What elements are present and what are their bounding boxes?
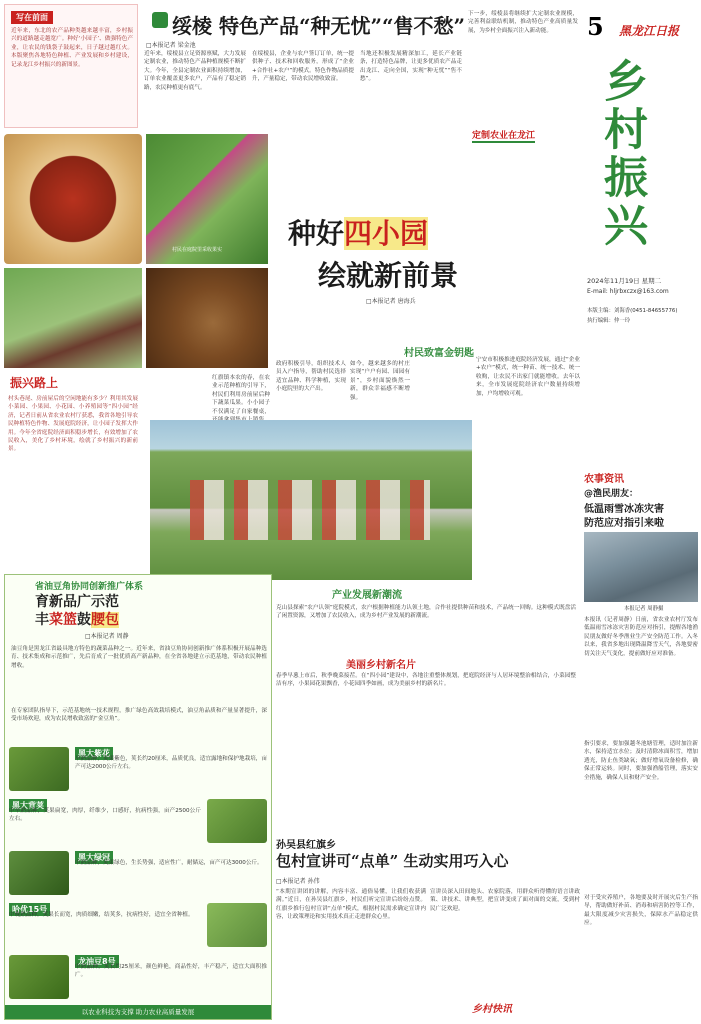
- lead-tag: 振兴路上: [10, 376, 59, 390]
- suiling-tag: 定制农业在龙江: [472, 128, 535, 143]
- editor-credit: 本版主编：刘海香(0451-84655776): [587, 308, 678, 314]
- sunwu-text-2: 宣讲员深入田间地头、农家院落，用群众听得懂的语言讲政策、讲技术、讲典型，把宣讲变成了面对面的交流，受到村民广泛欢迎。: [430, 889, 580, 912]
- variety-photo: [207, 903, 267, 947]
- sunwu-byline: □本报记者 孙伟: [276, 878, 320, 885]
- suiling-byline: □本报记者 梁金池: [146, 42, 196, 49]
- article-suiling: [142, 4, 580, 154]
- fish-photo-caption: 本报记者 周静摄: [624, 606, 664, 612]
- variety-photo: [207, 799, 267, 843]
- variety-name: 黑大紫花: [75, 747, 113, 760]
- feature-byline: □本报记者 唐海兵: [366, 298, 416, 305]
- suiling-col1: 近年来，绥棱县立足资源禀赋，大力发展定制农业，推动特色产品种植规模不断扩大。今年，全县定制农业面积持续增加，订单农业覆盖更多农户，产品有了稳定销路，农民种植更有底气。: [144, 51, 246, 91]
- sunwu-title-big: 包村宣讲可“点单” 生动实用巧入心: [276, 852, 509, 870]
- feature-subtitle-1: 村民致富金钥匙: [404, 348, 474, 359]
- variety-desc: 中熟品种，荚果绿色，生长势强，适应性广，耐储运，亩产可达3000公斤。: [75, 860, 263, 866]
- bean-title-3-mid: 鼓: [77, 612, 91, 628]
- masthead: [583, 0, 701, 470]
- feature-title: [288, 212, 428, 252]
- sidebar-text: 本报讯（记者周静）日前，省农业农村厅发布低温雨雪冰冻灾害防范应对指引，提醒各地渔民朋友做好冬季渔业生产安全防范工作。入冬以来，我省多地出现降温降雪天气，各地要密切关注天气变化，提前做好应对准备。: [584, 617, 698, 657]
- suiling-col4: 下一步，绥棱县将继续扩大定制农业规模，完善利益联结机制，推动特色产业高质量发展，为乡村全面振兴注入新动能。: [468, 11, 578, 34]
- sidebar-text-2: 指引要求，要加强越冬池塘管理，适时加注新水，保持适宜水位；及时清除冰面积雪，增加透光，防止鱼类缺氧；做好增氧设备检修，确保正常运转。同时，要加强渔船管理，落实安全措施，确保人员和财产安全。: [584, 741, 698, 781]
- bean-text-2: 在专家团队指导下，示范基地统一技术规程，推广绿色高效栽培模式，油豆角品质和产量显著提升，深受市场欢迎，成为农民增收致富的“金豆角”。: [11, 708, 267, 723]
- collage-photo-villager: [4, 268, 142, 368]
- feature-sub1-text: 宁安市积极推进庭院经济发展，通过“企业+农户”模式，统一种苗、统一技术、统一收购，让农民不出家门就能增收。去年以来，全市发展庭院经济农户数量持续增加，户均增收可观。: [476, 357, 580, 397]
- variety-photo: [9, 955, 69, 999]
- suiling-icon: [152, 12, 168, 28]
- variety-list: [9, 741, 269, 1001]
- feature-title-pre: 种好: [288, 217, 345, 250]
- variety-name: 龙油豆8号: [75, 955, 119, 968]
- variety-item: [9, 949, 269, 1001]
- variety-item: [9, 741, 269, 793]
- intro-label: 写在前面: [11, 11, 53, 24]
- feature-sub2-text-a: 克山县探索“农户认领”庭院模式，农户根据种植能力认领土地，合作社提供种苗和技术，产品统一回购。这种模式既盘活了闲置资源，又增加了农民收入，成为乡村产业发展的新潮流。: [276, 605, 576, 620]
- bean-title-3-hl: 菜篮: [49, 612, 77, 628]
- variety-name: 黑大绿冠: [75, 851, 113, 864]
- bean-footer-slogan: 以农业科技为支撑 助力农业高质量发展: [5, 1005, 271, 1019]
- sidebar-title-pre: @渔民朋友：: [584, 489, 639, 499]
- feature-body-col3: 如今，越来越多的村庄实现“户户有园、园园有景”，乡村面貌焕然一新，群众幸福感不断增强。: [350, 361, 410, 401]
- variety-desc: 中晚熟品种，荚果长而宽，肉质细嫩，结荚多，抗病性好，适宜全省种植。: [9, 912, 194, 918]
- collage-photo-beans: [146, 268, 268, 368]
- suiling-col3: 当地还积极发展精深加工，延长产业链条，打造特色品牌，让更多优质农产品走出龙江、走向全国，实现“种无忧”“售不愁”。: [360, 51, 462, 83]
- article-sunwu: [276, 836, 580, 1020]
- lead-text: 村头巷尾、房前屋后的空闲地能有多少？利用其发展小菜园、小果园、小花园、小养殖园等“四小园”经济，记者日前从省农业农村厅获悉，我省各地引导农民种植特色作物、发展庭院经济，让小园子发挥大作用。今年全省庭院经济面积稳步增长，有效增加了农民收入，美化了乡村环境，绘就了乡村振兴的新前景。: [8, 396, 138, 453]
- fish-photo: [584, 532, 698, 602]
- suiling-title: 绥棱 特色产品“种无忧”“售不愁”: [172, 14, 465, 38]
- bean-title-3: [35, 609, 119, 629]
- section-title: 乡村振兴: [596, 58, 647, 250]
- village-houses: [190, 480, 430, 540]
- variety-desc: 中早熟品种，荚果扁宽，肉厚，纤维少，口感好，抗病性强，亩产2500公斤左右。: [9, 808, 201, 823]
- sunwu-text: “本期宣讲团的讲解，内容丰富、通俗易懂，让我们收获满满。”近日，在孙吴县红旗乡，村民们听完宣讲后纷纷点赞。红旗乡推行包村宣讲“点单”模式，根据村民需求确定宣讲内容，让政策理论和实用技术真正走进群众心里。: [276, 889, 426, 921]
- bean-title-3-pre: 丰: [35, 612, 49, 628]
- bean-title-2: 育新品广示范: [35, 594, 119, 610]
- variety-name: 黑大背荚: [9, 799, 47, 812]
- collage-photo-flowers: [146, 134, 268, 264]
- feature-subtitle-3: 美丽乡村新名片: [346, 660, 416, 671]
- sidebar-title-l2: 防范应对指引来啦: [584, 518, 664, 529]
- variety-item: [9, 793, 269, 845]
- intro-text: 近年来，东北的农产品种类越来越丰富，乡村振兴的道路越走越宽广。种好‘小园子’、做强特色产业，让农民的钱袋子鼓起来，日子越过越红火。本版聚焦各地特色种植、产业发展和乡村建设，记录龙江乡村振兴的新图景。: [11, 28, 133, 68]
- paper-name: 黑龙江日报: [619, 24, 680, 38]
- sunwu-title-small: 孙吴县红旗乡: [276, 840, 336, 851]
- collage-photo-seeds: [4, 134, 142, 264]
- feature-body-col1: 红旗镇本农的春，在农业示范种植的引导下，村民们利用房前屋后种下蔬菜瓜果。小小园子不仅满足了自家餐桌，: [212, 375, 270, 415]
- email: E-mail: hljrbxczx@163.com: [587, 288, 669, 295]
- sidebar-agri: [584, 470, 698, 1020]
- photo-caption-flowers: 村民在庭院里采收果实: [172, 247, 223, 253]
- sidebar-tag: 农事资讯: [584, 474, 624, 485]
- feature-title-highlight: 四小园: [344, 217, 429, 250]
- designer-credit: 执行编辑：仲一玲: [587, 318, 631, 324]
- bean-byline: □本报记者 周静: [85, 633, 129, 640]
- variety-item: [9, 845, 269, 897]
- feature-subtitle-2: 产业发展新潮流: [332, 590, 402, 601]
- variety-photo: [9, 851, 69, 895]
- village-photo: [150, 420, 472, 580]
- intro-box: [4, 4, 138, 128]
- page-number: 5: [587, 12, 604, 41]
- lead-column: [4, 374, 142, 570]
- variety-desc: 中熟品种，荚长约25厘米，颜色鲜艳，商品性好，丰产稳产，适宜大面积推广。: [75, 964, 267, 979]
- bean-title-1: 省油豆角协同创新推广体系: [35, 582, 144, 592]
- variety-item: [9, 897, 269, 949]
- feature-title-line2: 绘就新前景: [318, 259, 459, 292]
- feature-body-col2: 政府积极引导，组织技术人员入户指导，帮助村民选择适宜品种、科学种植，实现小庭院里的大产出。: [276, 361, 346, 393]
- article-bean: [4, 574, 272, 1020]
- sidebar-title-l1: 低温雨雪冰冻灾害: [584, 504, 664, 515]
- sunwu-tag: 乡村快讯: [472, 1004, 512, 1015]
- variety-desc: 早熟品种，荚果紫色，荚长约20厘米，品质优良，适宜露地和保护地栽培，亩产可达2000公斤左右。: [75, 756, 267, 771]
- bean-title-3-hl2: 腰包: [91, 612, 119, 628]
- sidebar-text-3: 对于受灾养殖户，各地要及时开展灾后生产指导，帮助做好补苗、消毒和病害防控等工作，最大限度减少灾害损失，保障水产品稳定供应。: [584, 895, 698, 927]
- variety-name: 哈优15号: [9, 903, 50, 916]
- bean-text: 油豆角是黑龙江省最具地方特色的蔬菜品种之一。近年来，省油豆角协同创新推广体系积极开展品种选育、技术集成和示范推广，先后育成了一批优质高产新品种，在全省各地建立示范基地，带动农民种植增收。: [11, 646, 267, 669]
- variety-photo: [9, 747, 69, 791]
- suiling-col2: 在绥棱县，企业与农户签订订单，统一提供种子、技术和回收服务，形成了“企业+合作社+农户”的模式。特色作物品质提升，产量稳定，带动农民增收致富。: [252, 51, 354, 83]
- issue-date: 2024年11月19日 星期二: [587, 277, 662, 285]
- feature-sub3-text: 春季早葱上市后，秋季晚菜接茬。在“四小园”建设中，各地注重整体规划，把庭院经济与人居环境整治相结合，小菜园整洁有序，小果园花果飘香，小花园四季如画，成为美丽乡村的新名片。: [276, 673, 576, 688]
